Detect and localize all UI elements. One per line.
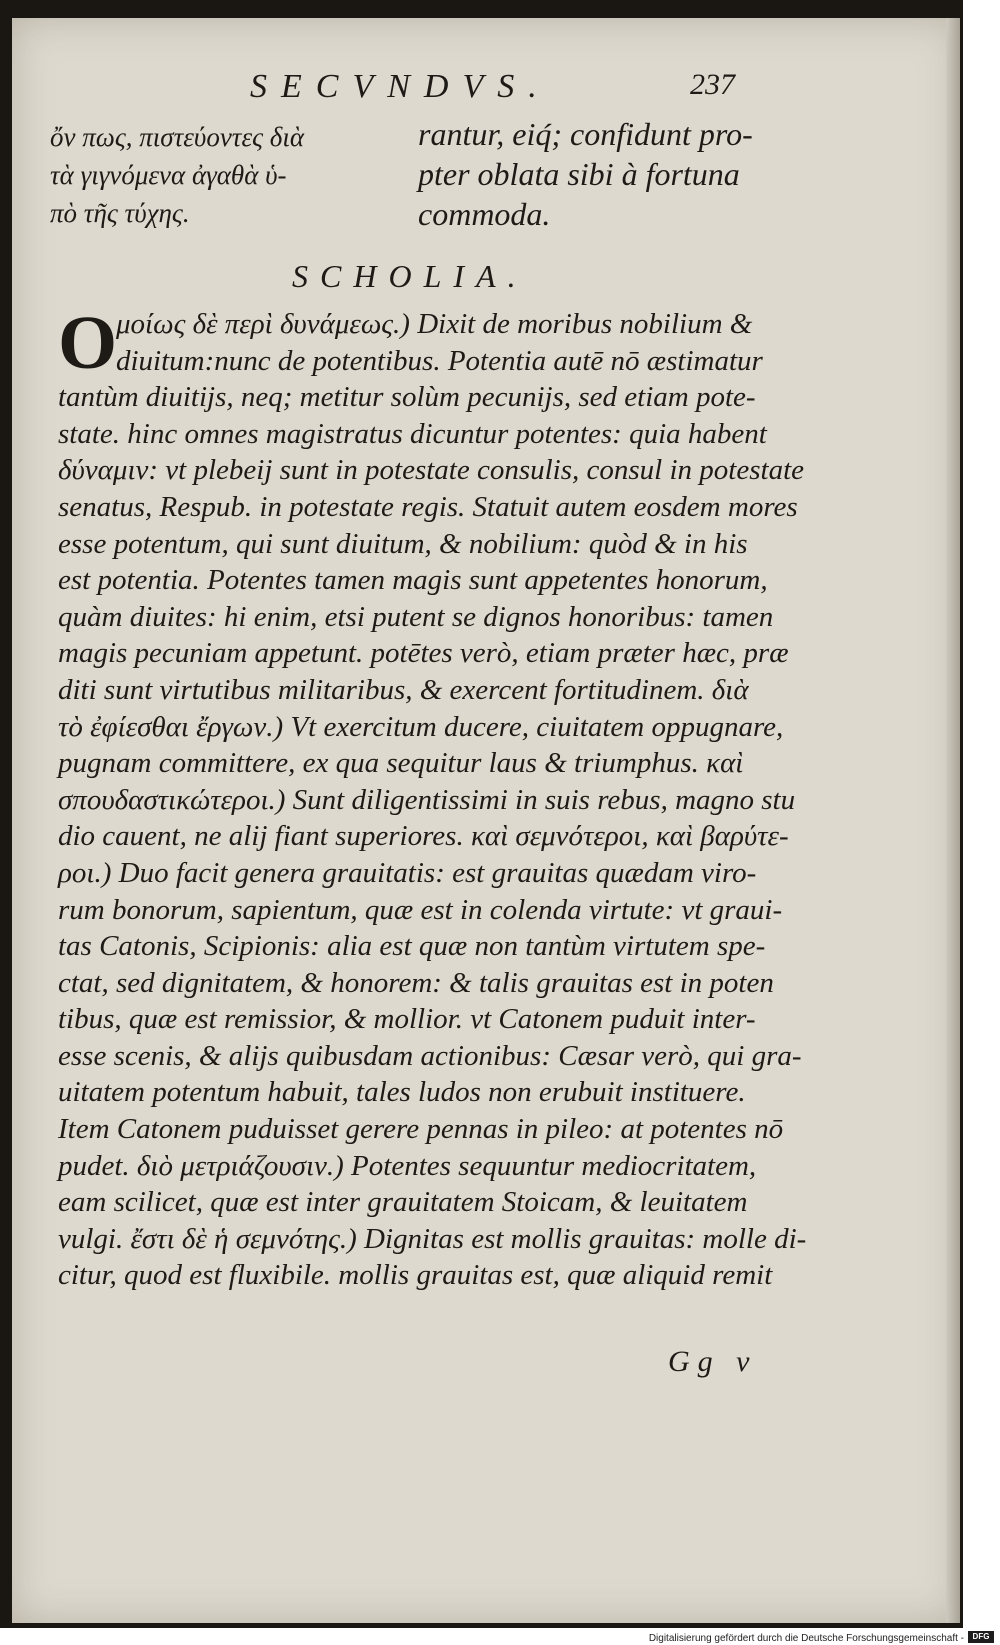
- dfg-logo-icon: DFG: [968, 1631, 994, 1643]
- body-line: diuitum:nunc de potentibus. Potentia autē nō æstimatur: [116, 344, 763, 377]
- body-line: σπουδαστικώτεροι.) Sunt diligentissimi in suis rebus, magno stu: [58, 783, 796, 816]
- body-line: dio cauent, ne alij fiant superiores. καὶ σεμνότεροι, καὶ βαρύτε-: [58, 820, 789, 853]
- latin-line: rantur, eiq́; confidunt pro-: [418, 116, 753, 152]
- body-line: quàm diuites: hi enim, etsi putent se dignos honoribus: tamen: [58, 600, 774, 633]
- body-line: tibus, quæ est remissior, & mollior. vt Catonem puduit inter-: [58, 1003, 756, 1036]
- body-line: ctat, sed dignitatem, & honorem: & talis grauitas est in poten: [58, 966, 774, 999]
- drop-cap: O: [58, 301, 118, 385]
- body-line: μοίως δὲ περὶ δυνάμεως.) Dixit de moribus nobilium &: [116, 308, 753, 340]
- greek-column: [50, 118, 390, 232]
- body-line: esse scenis, & alijs quibusdam actionibus: Cæsar verò, qui gra-: [58, 1039, 802, 1072]
- body-line: vulgi. ἔστι δὲ ἡ σεμνότης.) Dignitas est mollis grauitas: molle di-: [58, 1222, 807, 1255]
- body-line: state. hinc omnes magistratus dicuntur potentes: quia habent: [58, 417, 767, 450]
- greek-line: τὰ γιγνόμενα ἀγαθὰ ὑ-: [50, 160, 287, 190]
- body-line: ροι.) Duo facit genera grauitatis: est grauitas quædam viro-: [58, 856, 757, 889]
- funding-notice: Digitalisierung gefördert durch die Deutsche Forschungsgemeinschaft -: [648, 1633, 964, 1644]
- section-title: SCHOLIA.: [292, 258, 528, 294]
- body-line: pudet. διὸ μετριάζουσιν.) Potentes sequuntur mediocritatem,: [58, 1149, 757, 1182]
- body-line: senatus, Respub. in potestate regis. Statuit autem eosdem mores: [58, 490, 798, 523]
- body-line: diti sunt virtutibus militaribus, & exercent fortitudinem. διὰ: [58, 673, 749, 706]
- page-number: 237: [690, 68, 735, 101]
- body-line: tas Catonis, Scipionis: alia est quæ non tantùm virtutem spe-: [58, 930, 766, 963]
- body-line: tantùm diuitijs, neq; metitur solùm pecunijs, sed etiam pote-: [58, 381, 756, 414]
- greek-line: ὄν πως, πιστεύοντες διὰ: [50, 122, 305, 152]
- latin-line: pter oblata sibi à fortuna: [418, 156, 740, 192]
- body-line: est potentia. Potentes tamen magis sunt appetentes honorum,: [58, 564, 768, 597]
- body-line: uitatem potentum habuit, tales ludos non erubuit instituere.: [58, 1076, 746, 1109]
- body-line: esse potentum, qui sunt diuitum, & nobilium: quòd & in his: [58, 527, 748, 560]
- greek-line: πὸ τῆς τύχης.: [50, 198, 190, 228]
- running-head: SECVNDVS.: [250, 68, 551, 105]
- body-line: τὸ ἐφίεσθαι ἔργων.) Vt exercitum ducere, ciuitatem oppugnare,: [58, 710, 784, 743]
- page-edge: [946, 18, 960, 1623]
- body-line: Item Catonem puduisset gerere pennas in pileo: at potentes nō: [58, 1113, 784, 1146]
- latin-column: [418, 114, 798, 234]
- scholia-body: [58, 301, 807, 1294]
- catchword-signature: Gg v: [668, 1345, 758, 1378]
- body-line: eam scilicet, quæ est inter grauitatem Stoicam, & leuitatem: [58, 1186, 748, 1219]
- body-line: rum bonorum, sapientum, quæ est in colenda virtute: vt graui-: [58, 893, 783, 926]
- body-line: pugnam committere, ex qua sequitur laus & triumphus. καὶ: [58, 747, 744, 780]
- body-line: citur, quod est fluxibile. mollis grauitas est, quæ aliquid remit: [58, 1259, 773, 1292]
- body-line: magis pecuniam appetunt. potētes verò, etiam præter hæc, præ: [58, 637, 789, 670]
- body-line: δύναμιν: vt plebeij sunt in potestate consulis, consul in potestate: [58, 454, 804, 487]
- footer-bar: [0, 1628, 1000, 1645]
- latin-line: commoda.: [418, 196, 551, 232]
